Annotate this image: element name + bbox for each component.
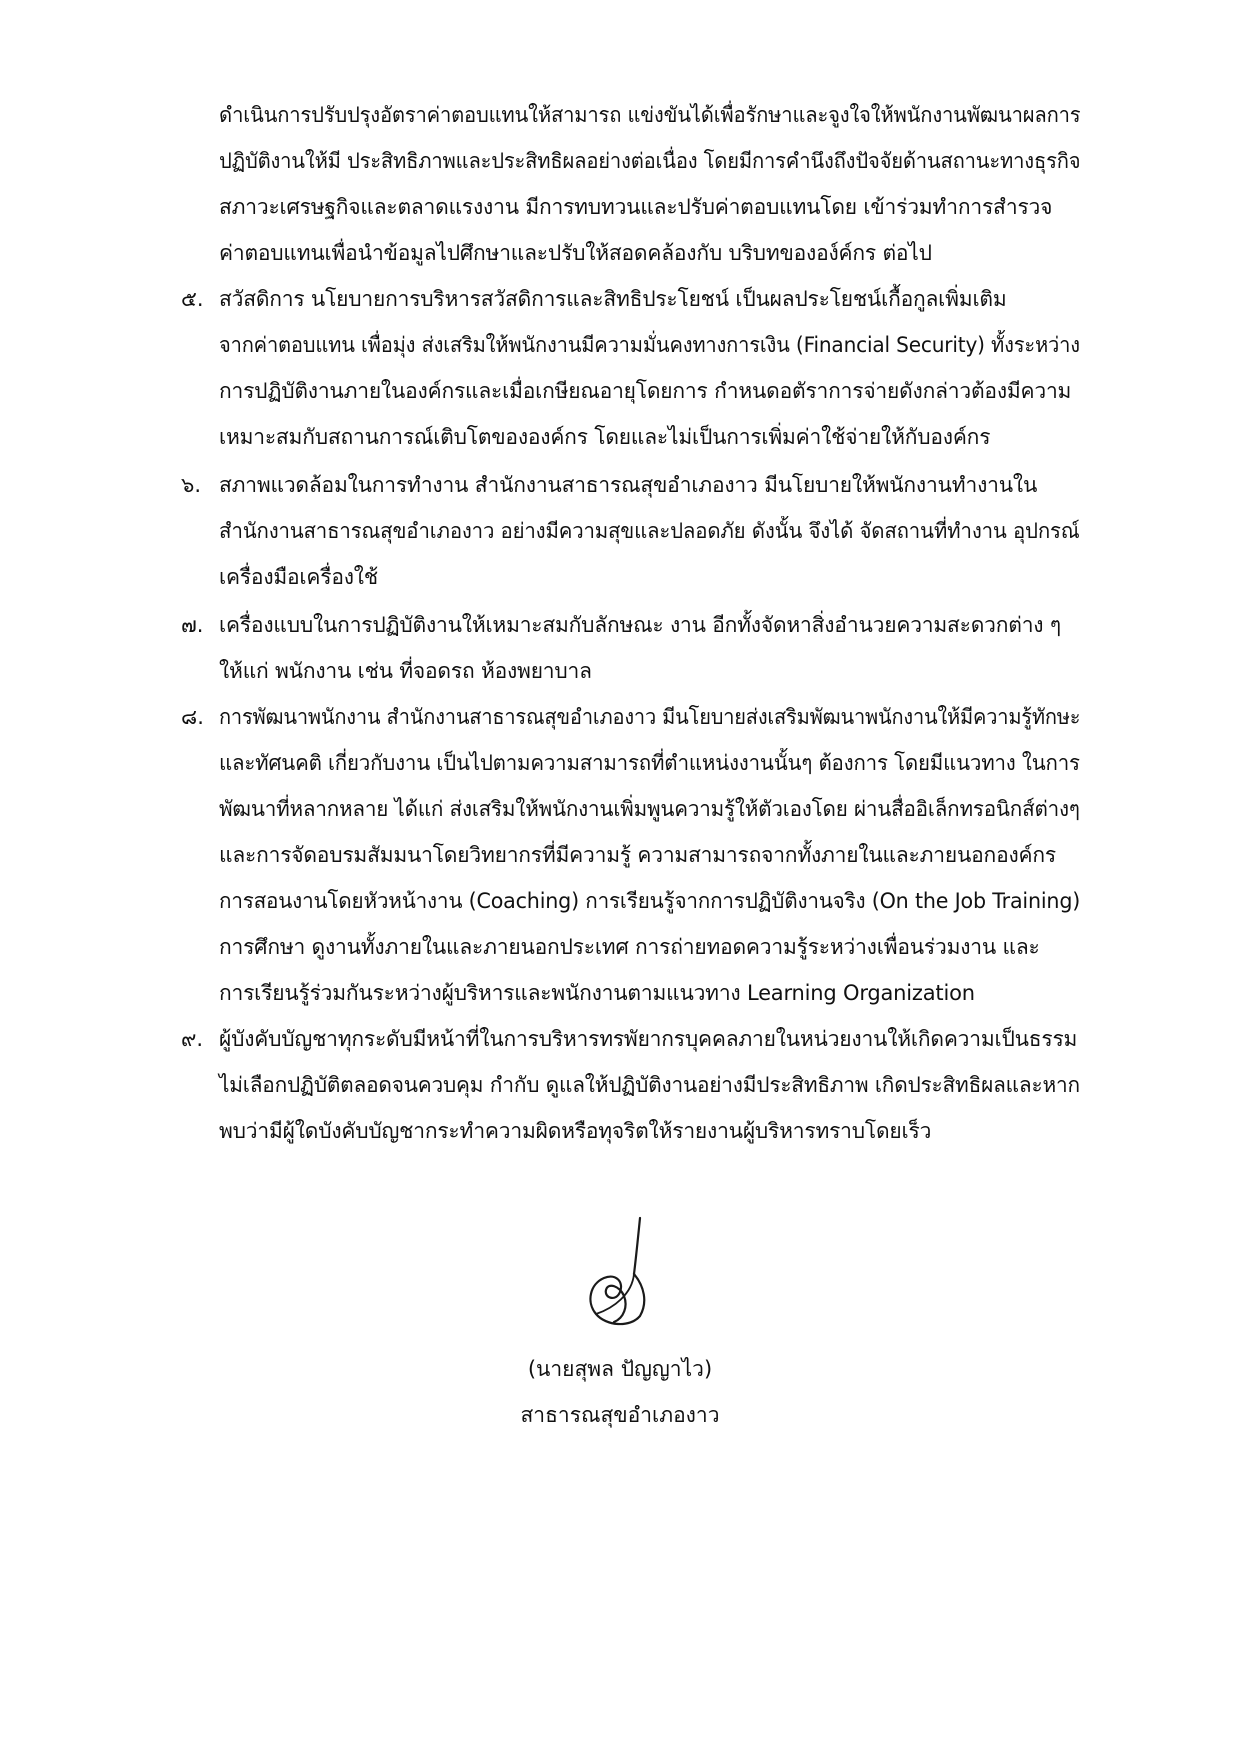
item-line: ให้แก่ พนักงาน เช่น ที่จอดรถ ห้องพยาบาล [219, 659, 592, 683]
item-line: และทัศนคติ เกี่ยวกับงาน เป็นไปตามความสามารถที่ตำแหน่งงานนั้นๆ ต้องการ โดยมีแนวทาง ในการ [219, 751, 1080, 775]
item-line: การพัฒนาพนักงาน สำนักงานสาธารณสุขอำเภองาว มีนโยบายส่งเสริมพัฒนาพนักงานให้มีความรู้ทักษะ [219, 705, 1081, 729]
item-line: ไม่เลือกปฏิบัติตลอดจนควบคุม กำกับ ดูแลให้ปฏิบัติงานอย่างมีประสิทธิภาพ เกิดประสิทธิผลและหาก [219, 1073, 1080, 1097]
item-line: การเรียนรู้ร่วมกันระหว่างผู้บริหารและพนักงานตามแนวทาง Learning Organization [219, 981, 975, 1005]
item-line: จากค่าตอบแทน เพื่อมุ่ง ส่งเสริมให้พนักงานมีความมั่นคงทางการเงิน (Financial Security) ทั้งระหว่าง [219, 333, 1080, 357]
intro-line: ปฏิบัติงานให้มี ประสิทธิภาพและประสิทธิผลอย่างต่อเนื่อง โดยมีการคำนึงถึงปัจจัยด้านสถานะทางธุรกิจ [219, 149, 1081, 173]
item-number: ๗. [181, 613, 204, 637]
item-line: การสอนงานโดยหัวหน้างาน (Coaching) การเรียนรู้จากการปฏิบัติงานจริง (On the Job Training) [219, 889, 1081, 913]
intro-line: ค่าตอบแทนเพื่อนำข้อมูลไปศึกษาและปรับให้สอดคล้องกับ บริบทขององ์ค์กร ต่อไป [219, 241, 932, 265]
item-line: เครื่องแบบในการปฏิบัติงานให้เหมาะสมกับลักษณะ งาน อีกทั้งจัดหาสิ่งอำนวยความสะดวกต่าง ๆ [219, 613, 1061, 637]
item-line: พัฒนาที่หลากหลาย ได้แก่ ส่งเสริมให้พนักงานเพิ่มพูนความรู้ให้ตัวเองโดย ผ่านสื่ออิเล็กทรอนิกส์ต่างๆ [219, 797, 1080, 821]
intro-line: ดำเนินการปรับปรุงอัตราค่าตอบแทนให้สามารถ แข่งขันได้เพื่อรักษาและจูงใจให้พนักงานพัฒนาผลการ [219, 103, 1081, 127]
item-line: การปฏิบัติงานภายในองค์กรและเมื่อเกษียณอายุโดยการ กำหนดอตัราการจ่ายดังกล่าวต้องมีความ [219, 379, 1072, 403]
item-line: การศึกษา ดูงานทั้งภายในและภายนอกประเทศ การถ่ายทอดความรู้ระหว่างเพื่อนร่วมงาน และ [219, 935, 1040, 959]
item-line: สภาพแวดล้อมในการทำงาน สำนักงานสาธารณสุขอำเภองาว มีนโยบายให้พนักงานทำงานใน [219, 473, 1038, 497]
item-line: และการจัดอบรมสัมมนาโดยวิทยากรที่มีความรู้ ความสามารถจากทั้งภายในและภายนอกองค์กร [219, 843, 1056, 867]
item-number: ๘. [181, 705, 204, 729]
item-line: เหมาะสมกับสถานการณ์เติบโตขององค์กร โดยและไม่เป็นการเพิ่มค่าใช้จ่ายให้กับองค์กร [219, 425, 991, 449]
item-line: เครื่องมือเครื่องใช้ [219, 565, 378, 589]
item-line: สวัสดิการ นโยบายการบริหารสวัสดิการและสิทธิประโยชน์ เป็นผลประโยชน์เกื้อกูลเพิ่มเติม [219, 287, 1007, 311]
item-line: ผู้บังคับบัญชาทุกระดับมีหน้าที่ในการบริหารทรพัยากรบุคคลภายในหน่วยงานให้เกิดความเป็นธรรม [219, 1027, 1078, 1051]
item-number: ๖. [181, 473, 202, 497]
signatory-title: สาธารณสุขอำเภองาว [520, 1403, 720, 1427]
item-line: พบว่ามีผู้ใดบังคับบัญชากระทำความผิดหรือทุจริตให้รายงานผู้บริหารทราบโดยเร็ว [219, 1119, 932, 1143]
item-number: ๙. [181, 1027, 204, 1051]
item-line: สำนักงานสาธารณสุขอำเภองาว อย่างมีความสุขและปลอดภัย ดังนั้น จึงได้ จัดสถานที่ทำงาน อุปกรณ์ [219, 519, 1080, 543]
intro-line: สภาวะเศรษฐกิจและตลาดแรงงาน มีการทบทวนและปรับค่าตอบแทนโดย เข้าร่วมทำการสำรวจ [219, 195, 1053, 219]
item-number: ๕. [181, 287, 204, 311]
signatory-name: (นายสุพล ปัญญาไว) [527, 1357, 713, 1381]
handwritten-signature [584, 1216, 660, 1328]
